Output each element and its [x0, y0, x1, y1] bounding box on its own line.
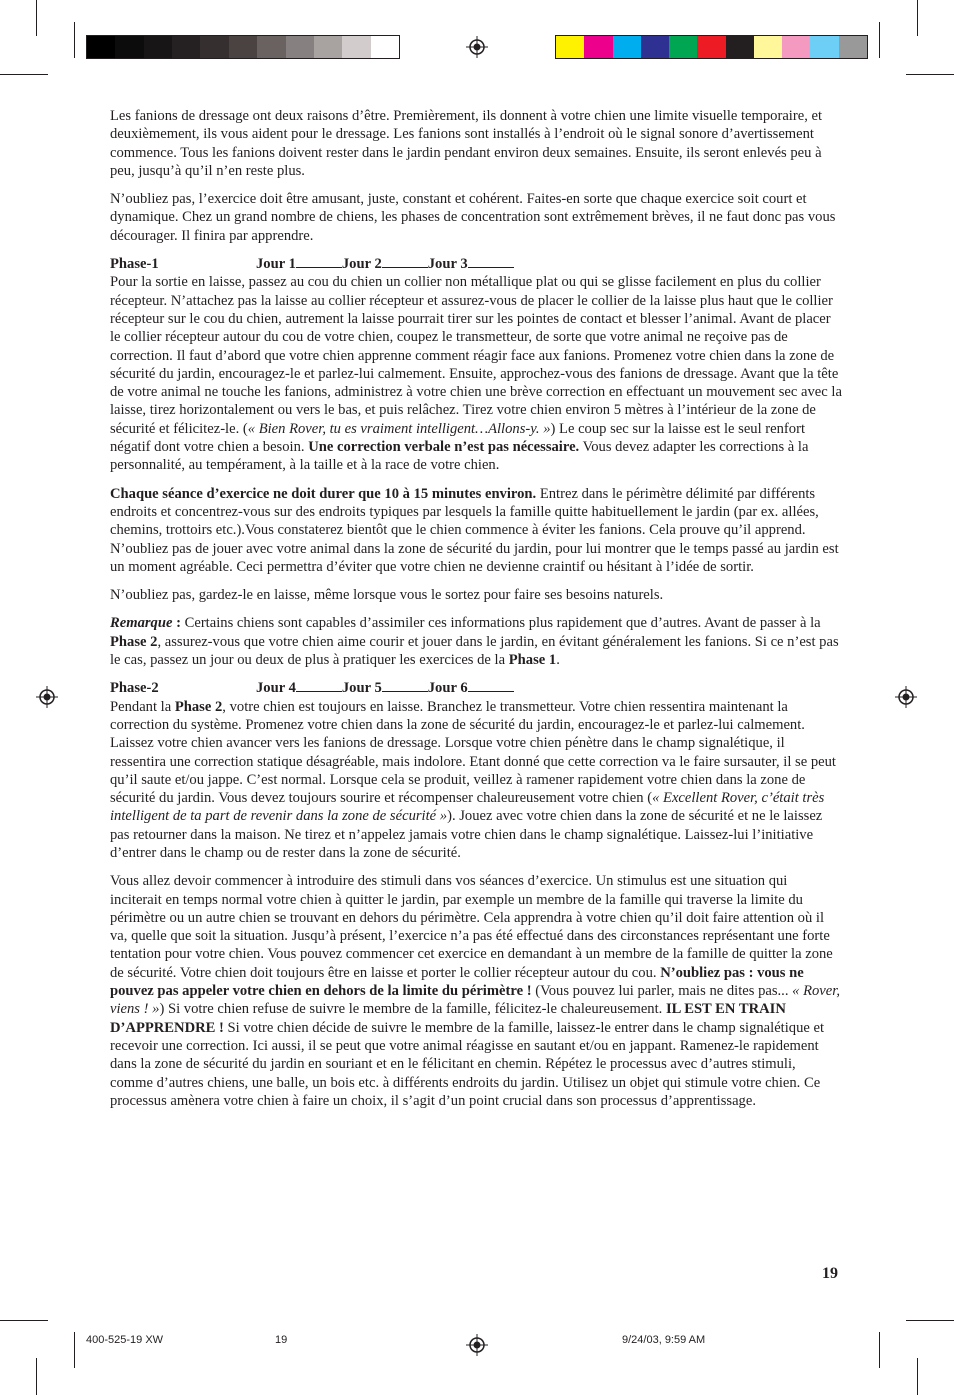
crop-mark-top-left-v2 — [74, 22, 75, 58]
color-swatch — [144, 36, 172, 58]
phase1-label: Phase-1 — [110, 256, 159, 273]
intro-paragraph: Les fanions de dressage ont deux raisons d’être. Premièrement, ils donnent à votre chien une limite visuelle temporaire, et deuxièmement, ils vous aident pour le dressage. Les fanions sont installés à l’endroit où le signal sonore d’avertissement commence. Tous les fanions doivent rester dans le jardin pendant environ deux semaines. Ensuite, ils seront enlevés peu à peu, jusqu’à qu’il n’en reste plus. — [110, 108, 823, 179]
phase1-day1: Jour 1 — [256, 255, 342, 273]
crop-mark-top-right-v2 — [879, 22, 880, 58]
phase2-label: Phase-2 — [110, 680, 159, 697]
color-swatch — [371, 36, 399, 58]
crop-mark-bottom-left-v2 — [74, 1332, 75, 1368]
body-text — [110, 107, 842, 1120]
phase2-heading — [110, 679, 842, 697]
slug-job-id: 400-525-19 XW — [86, 1334, 164, 1346]
session-paragraph: Chaque séance d’exercice ne doit durer que 10 à 15 minutes environ. Entrez dans le périmètre délimité par différents endroits et concentrez-vous sur des endroits typiques par lesquels la famille quitte habituellement le jardin (par ex. allées, chemins, trottoirs etc.).Vous constaterez bientôt que le chien commence à éviter les fanions. Cela prouve qu’il apprend. N’oubliez pas de jouer avec votre animal dans la zone de sécurité du jardin, pour lui montrer que le temps passé au jardin est un moment agréable. Ceci permettra d’éviter que votre chien ne devienne craintif ou hésitant à l’idée de sortir. — [110, 485, 839, 575]
phase2-day6: Jour 6 — [428, 679, 514, 697]
color-swatch — [697, 36, 725, 58]
color-swatch — [87, 36, 115, 58]
color-swatch — [726, 36, 754, 58]
crop-mark-top-right-h — [906, 74, 954, 75]
color-swatch — [556, 36, 584, 58]
remark-paragraph: Remarque : Certains chiens sont capables d’assimiler ces informations plus rapidement que d’autres. Avant de passer à la Phase 2, assurez-vous que votre chien aime courir et jouer dans le jardin, en évitant généralement les fanions. Si ce n’est pas le cas, passez un jour ou deux de plus à pratiquer les exercices de la Phase 1. — [110, 615, 839, 669]
phase1-paragraph: Pour la sortie en laisse, passez au cou du chien un collier non métallique plat ou qui se glisse facilement en plus du collier récepteur. N’attachez pas la laisse au collier récepteur et assurez-vous de placer le collier de la laisse plus haut que le collier récepteur sur le cou du chien, autrement la laisse pourrait tirer sur les pointes de contact et blesser l’animal. Avant de placer le collier récepteur autour du cou de votre chien, coupez le transmetteur, de sorte que votre animal ne reçoive pas de correction. Il faut d’abord que votre chien apprenne comment réagir face aux fanions. Promenez votre chien dans la zone de sécurité du jardin, encouragez-le et parlez-lui calmement. Ensuite, approchez-vous des fanions de dressage. Avant que la tête de votre animal ne touche les fanions, administrez à votre chien une brève correction en effectuant un mouvement sec avec la laisse, tirez horizontalement ou vers le bas, et puis relâchez. Tirez votre chien environ 5 mètres à l’intérieur de la zone de sécurité et félicitez-le. (« Bien Rover, tu es vraiment intelligent…Allons-y. ») Le coup sec sur la laisse est le seul renfort négatif dont votre chien a besoin. Une correction verbale n’est pas nécessaire. Vous devez adapter les corrections à la personnalité, au tempérament, à la taille et à la race de votre chien. — [110, 274, 842, 474]
color-swatch — [584, 36, 612, 58]
crop-mark-top-left-h — [0, 74, 48, 75]
color-swatch — [286, 36, 314, 58]
phase2-day4: Jour 4 — [256, 679, 342, 697]
crop-mark-bottom-right-v — [917, 1358, 918, 1395]
color-swatch — [314, 36, 342, 58]
color-swatch — [810, 36, 838, 58]
color-swatch — [229, 36, 257, 58]
color-swatch — [839, 36, 867, 58]
color-swatch — [669, 36, 697, 58]
crop-mark-top-right-v — [917, 0, 918, 36]
grayscale-calibration-bar — [86, 35, 400, 59]
color-swatch — [342, 36, 370, 58]
color-swatch — [613, 36, 641, 58]
slug-date: 9/24/03, 9:59 AM — [622, 1334, 706, 1346]
crop-mark-bottom-left-v — [36, 1358, 37, 1395]
color-swatch — [257, 36, 285, 58]
phase1-heading — [110, 255, 842, 273]
phase1-day2: Jour 2 — [342, 255, 428, 273]
page-number: 19 — [822, 1265, 838, 1282]
color-swatch — [754, 36, 782, 58]
phase2-paragraph: Pendant la Phase 2, votre chien est toujours en laisse. Branchez le transmetteur. Votre chien ressentira maintenant la correction du système. Promenez votre chien dans la zone de sécurité du jardin, encouragez-le et parlez-lui calmement. Laissez votre chien avancer vers les fanions de dressage. Lorsque votre chien pénètre dans le champ signalétique, il ressentira une correction statique désagréable, mais indolore. Etant donné que cette correction va le faire sursauter, il se peut qu’il saute et/ou jappe. C’est normal. Lorsque cela se produit, veillez à ramener rapidement votre chien dans la zone de sécurité du jardin. Vous devez toujours sourire et récompenser chaleureusement votre chien (« Excellent Rover, c’était très intelligent de ta part de revenir dans la zone de sécurité »). Jouez avec votre chien dans la zone de sécurité et ne le laissez pas retourner dans la maison. Ne tirez et n’appelez jamais votre chien dans le champ signalétique. Laissez-lui l’initiative d’entrer dans le champ ou de rester dans la zone de sécurité. — [110, 698, 836, 861]
registration-mark-left-icon — [36, 686, 58, 708]
phase2-day5: Jour 5 — [342, 679, 428, 697]
phase1-day3: Jour 3 — [428, 255, 514, 273]
crop-mark-bottom-left-h — [0, 1320, 48, 1321]
crop-mark-bottom-right-v2 — [879, 1332, 880, 1368]
leash-note-paragraph: N’oubliez pas, gardez-le en laisse, même lorsque vous le sortez pour faire ses besoins naturels. — [110, 587, 664, 604]
crop-mark-top-left-v — [36, 0, 37, 36]
color-swatch — [115, 36, 143, 58]
stimuli-paragraph: Vous allez devoir commencer à introduire des stimuli dans vos séances d’exercice. Un stimulus est une situation qui inciterait en temps normal votre chien à quitter le jardin, par exemple un membre de la famille qui traverse la limite du périmètre ou un autre chien se trouvant en dehors du périmètre. Cela apprendra à votre chien qu’il doit faire attention où il va, quelle que soit la situation. Jusqu’à présent, l’exercice n’a pas été effectué dans des circonstances représentant une forte tentation pour votre chien. Vous pouvez commencer cet exercice en demandant à un membre de la famille de quitter la zone de sécurité. Votre chien doit toujours être en laisse et porter le collier récepteur autour du cou. N’oubliez pas : vous ne pouvez pas appeler votre chien en dehors de la limite du périmètre ! (Vous pouvez lui parler, mais ne dites pas... « Rover, viens ! ») Si votre chien refuse de suivre le membre de la famille, félicitez-le chaleureusement. IL EST EN TRAIN D’APPRENDRE ! Si votre chien décide de suivre le membre de la famille, laissez-le entrer dans le champ signalétique et recevoir une correction. Ici aussi, il se peut que votre animal réagisse en sautant et/ou en jappant. Ramenez-le rapidement dans la zone de sécurité du jardin en souriant et en le félicitant en chemin. Répétez le processus avec d’autres stimuli, comme d’autres chiens, une balle, un bois etc. à différents endroits du jardin. Utilisez un objet qui stimule votre chien. Ce processus amènera votre chien à faire un choix, il s’agit d’un point crucial dans son processus d’apprentissage. — [110, 873, 840, 1109]
registration-mark-top-icon — [466, 36, 488, 58]
color-swatch — [172, 36, 200, 58]
registration-mark-right-icon — [895, 686, 917, 708]
reminder-paragraph: N’oubliez pas, l’exercice doit être amusant, juste, constant et cohérent. Faites-en sorte que chaque exercice soit court et dynamique. Chez un grand nombre de chiens, les phases de concentration sont extrêmement brèves, il ne faut donc pas vous décourager. Il finira par apprendre. — [110, 191, 836, 244]
color-swatch — [641, 36, 669, 58]
color-swatch — [782, 36, 810, 58]
slug-page: 19 — [275, 1334, 288, 1346]
color-swatch — [200, 36, 228, 58]
registration-mark-bottom-icon — [466, 1334, 488, 1356]
crop-mark-bottom-right-h — [906, 1320, 954, 1321]
color-calibration-bar — [555, 35, 868, 59]
